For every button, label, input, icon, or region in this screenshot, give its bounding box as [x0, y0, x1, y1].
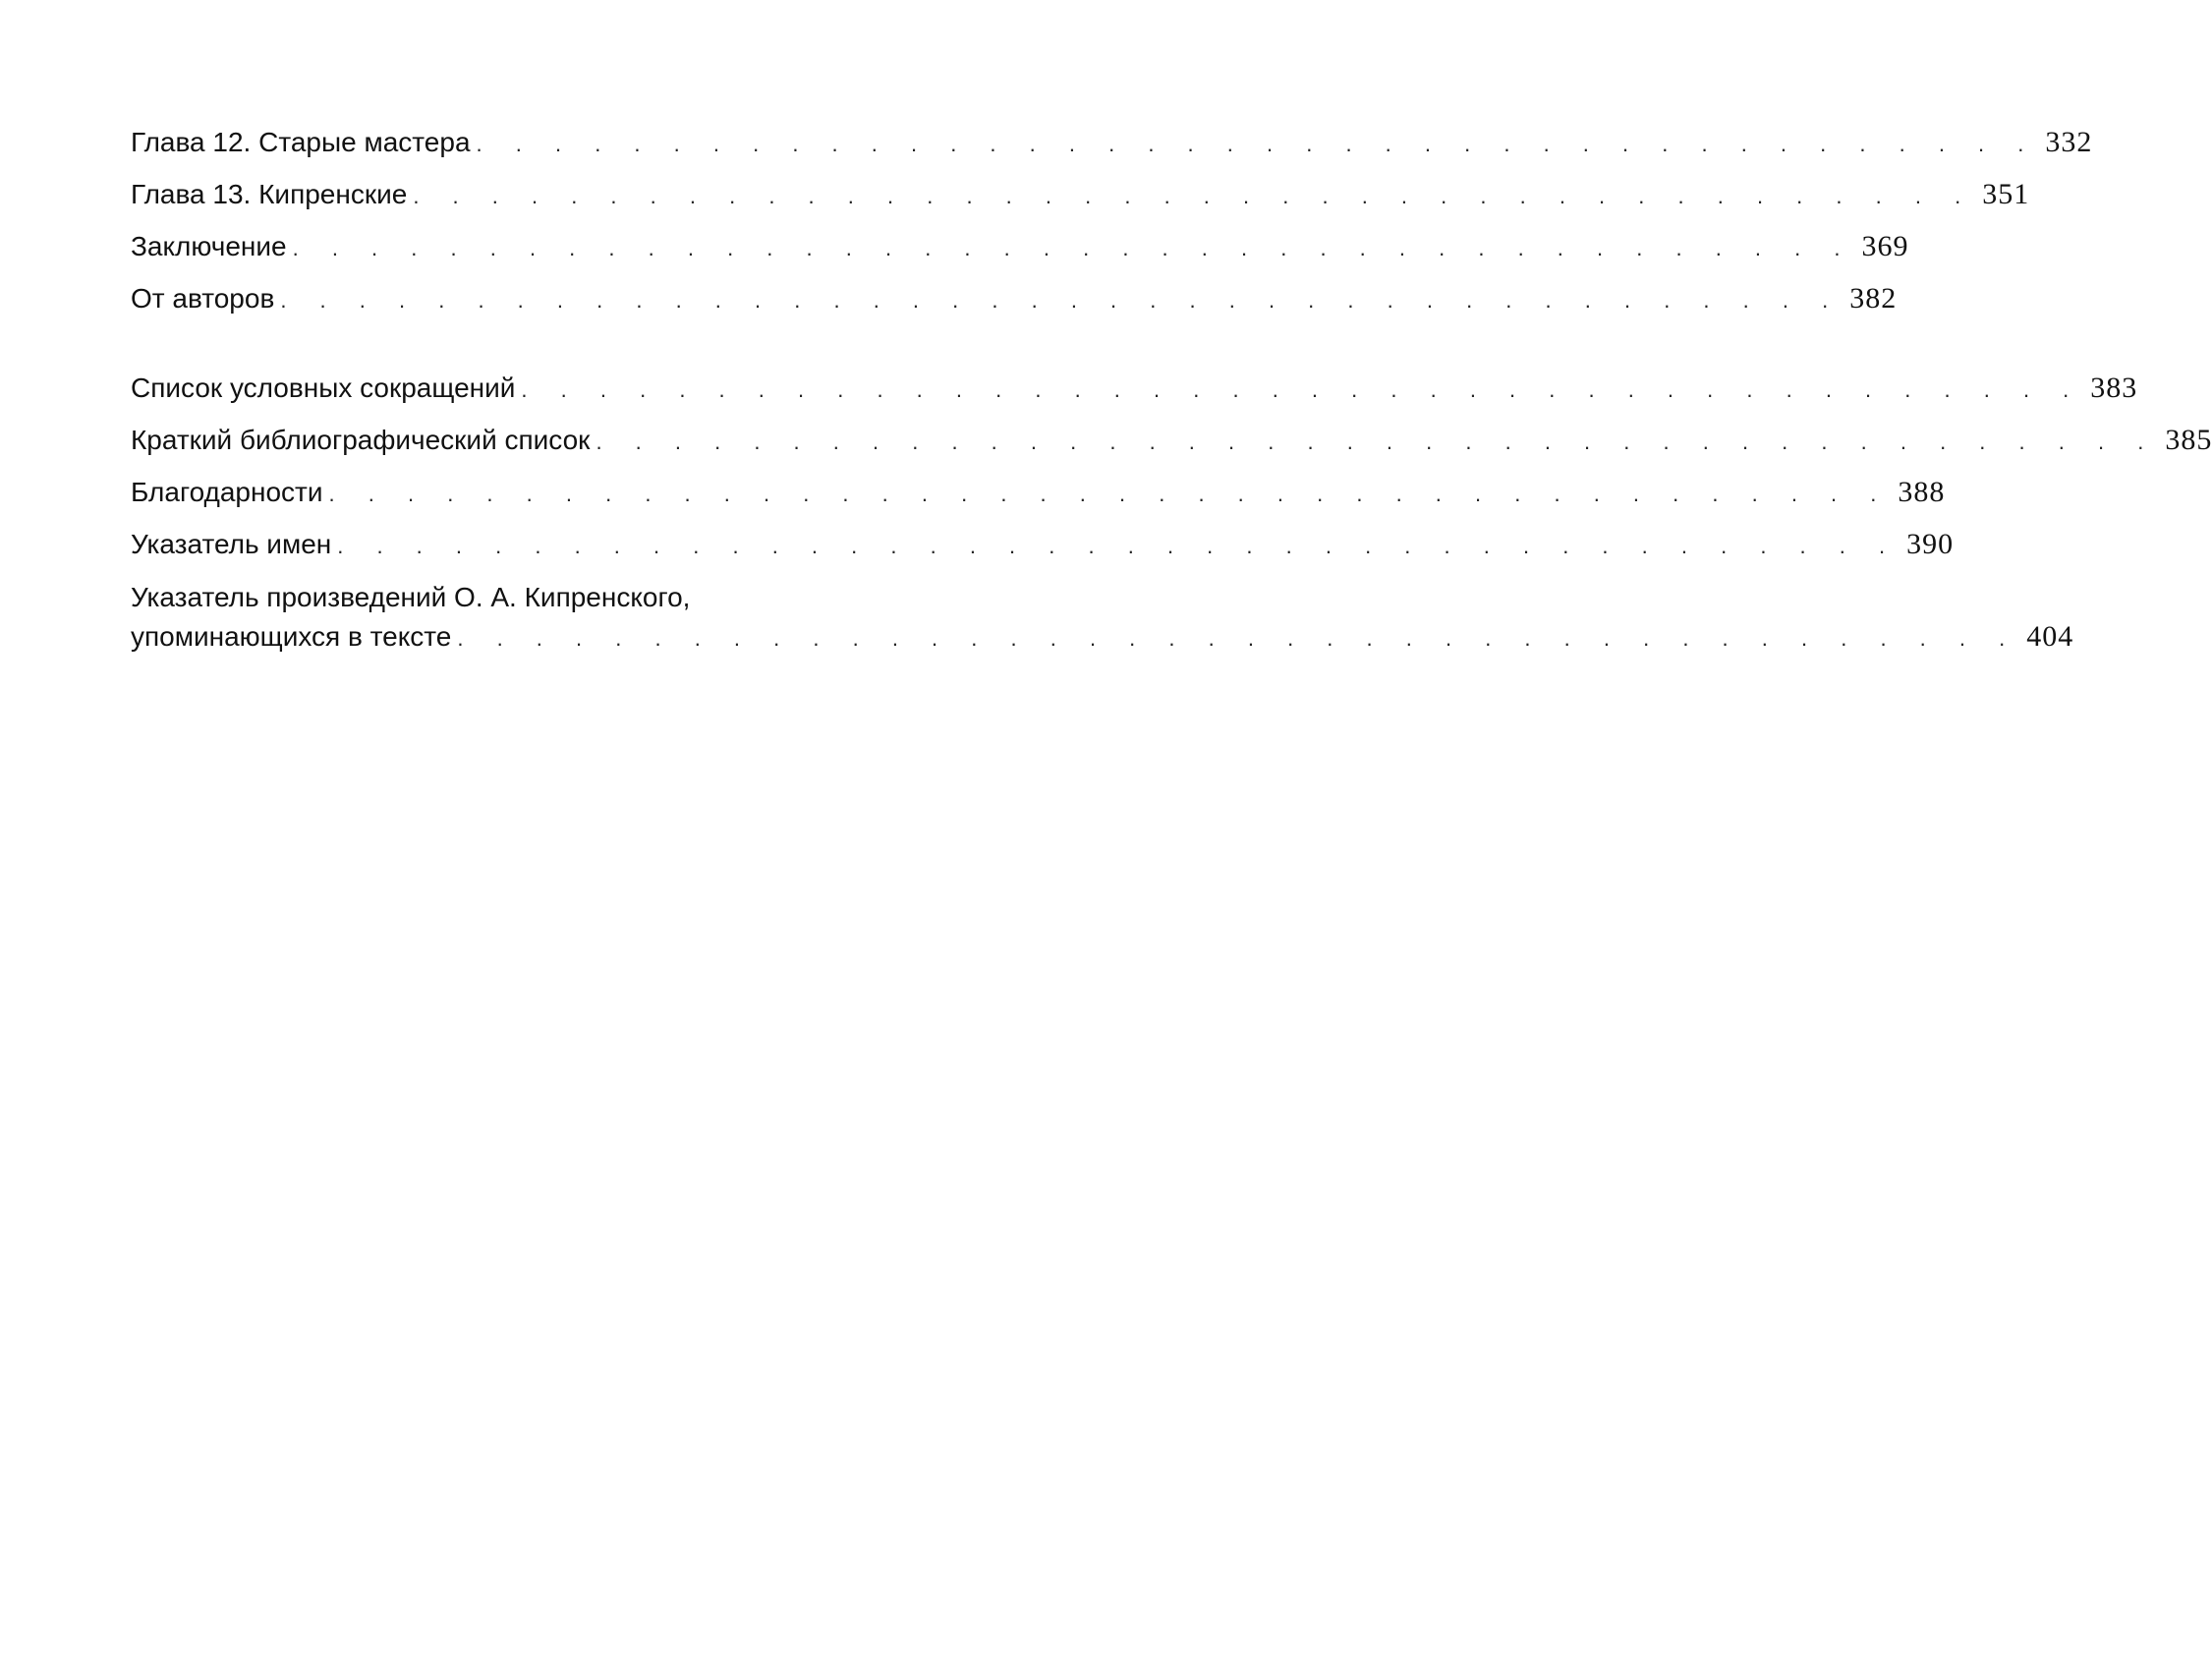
- dot-leader: . . . . . . . . . . . . . . . . . . . . . . . . . . . . . . . . . . . . . . . .: [280, 288, 1843, 313]
- dot-leader: . . . . . . . . . . . . . . . . . . . . . . . . . . . . . . . . . . . . . . . .: [292, 236, 1854, 260]
- toc-group-appendices: [131, 362, 2212, 659]
- toc-entry-title: Заключение: [131, 220, 293, 272]
- toc-entry[interactable]: [131, 414, 2212, 466]
- toc-entry-title: Глава 13. Кипренские: [131, 168, 413, 220]
- toc-entry-page: 382: [1849, 282, 1898, 315]
- toc-entry[interactable]: [131, 220, 1909, 272]
- toc-entry-title: Список условных сокращений: [131, 362, 521, 414]
- toc-entry-last-line: [131, 617, 2074, 659]
- toc-entry-page: 383: [2090, 372, 2138, 404]
- toc-entry-title-line2: упоминающихся в тексте: [131, 617, 457, 657]
- dot-leader: . . . . . . . . . . . . . . . . . . . . . . . . . . . . . . . . . . . . . . . .: [476, 132, 2038, 156]
- toc-entry[interactable]: [131, 578, 2074, 659]
- toc-entry-page: 388: [1898, 476, 1946, 508]
- toc-group-chapters: [131, 116, 2093, 324]
- toc-entry[interactable]: [131, 466, 1946, 518]
- toc-entry-title: Указатель имен: [131, 518, 337, 570]
- toc-entry-title: Глава 12. Старые мастера: [131, 116, 477, 168]
- toc-entry-page: 404: [2026, 620, 2074, 653]
- table-of-contents: [131, 116, 2212, 659]
- toc-entry-title: Краткий библиографический список: [131, 414, 596, 466]
- toc-entry-title: Благодарности: [131, 466, 329, 518]
- dot-leader: . . . . . . . . . . . . . . . . . . . . . . . . . . . . . . . . . . . . . . . .: [413, 184, 1975, 208]
- toc-entry-title-line1: Указатель произведений О. А. Кипренского,: [131, 582, 691, 612]
- toc-entry-page: 369: [1861, 230, 1909, 262]
- dot-leader: . . . . . . . . . . . . . . . . . . . . . . . . . . . . . . . . . . . . . . . .: [457, 626, 2019, 651]
- toc-entry[interactable]: [131, 168, 2030, 220]
- toc-entry-page: 390: [1906, 528, 1955, 560]
- toc-entry[interactable]: [131, 518, 1955, 570]
- toc-entry-page: 332: [2045, 126, 2093, 158]
- toc-entry-page: 385: [2165, 424, 2212, 456]
- toc-entry[interactable]: [131, 272, 1898, 324]
- dot-leader: . . . . . . . . . . . . . . . . . . . . . . . . . . . . . . . . . . . . . . . .: [521, 377, 2083, 402]
- dot-leader: . . . . . . . . . . . . . . . . . . . . . . . . . . . . . . . . . . . . . . . .: [337, 534, 1900, 558]
- dot-leader: . . . . . . . . . . . . . . . . . . . . . . . . . . . . . . . . . . . . . . . .: [596, 430, 2158, 454]
- toc-entry-title: От авторов: [131, 272, 280, 324]
- toc-entry[interactable]: [131, 362, 2138, 414]
- toc-entry[interactable]: [131, 116, 2093, 168]
- toc-entry-page: 351: [1982, 178, 2030, 210]
- dot-leader: . . . . . . . . . . . . . . . . . . . . . . . . . . . . . . . . . . . . . . . .: [328, 482, 1891, 506]
